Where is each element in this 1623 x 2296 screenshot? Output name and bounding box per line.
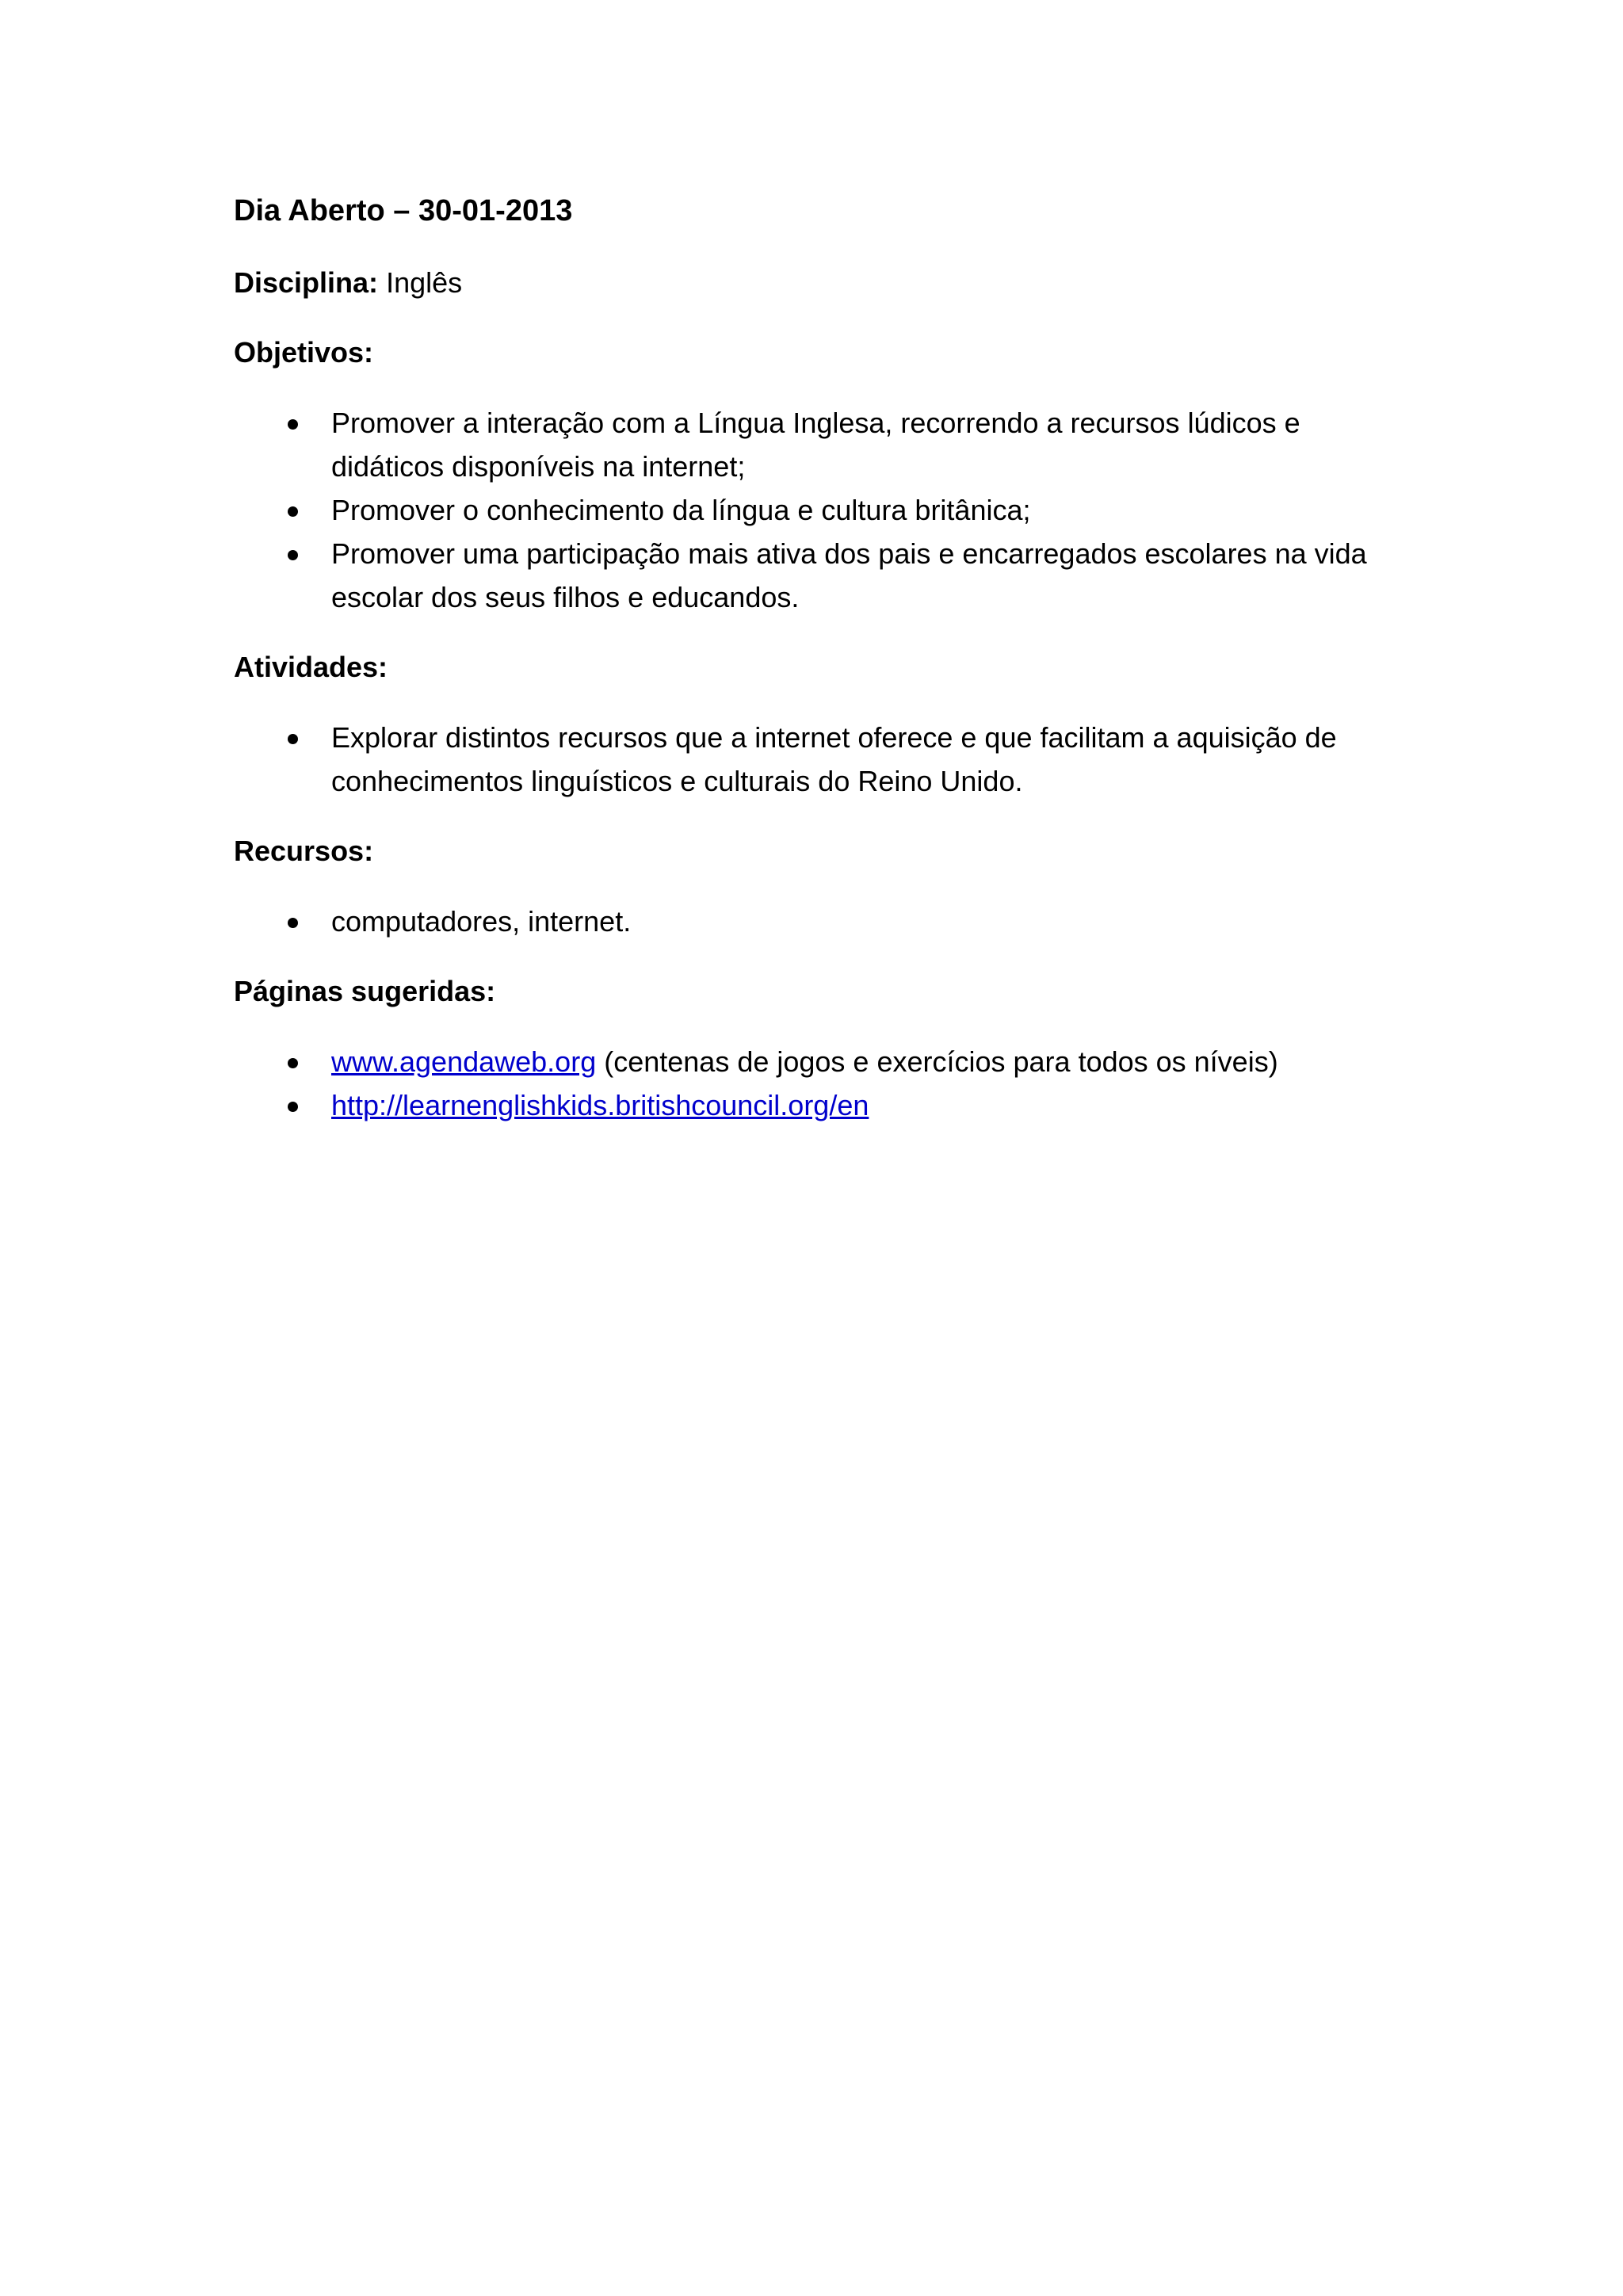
bullet-icon [288, 506, 298, 517]
bullet-icon [288, 550, 298, 560]
recursos-heading: Recursos: [234, 835, 374, 867]
list-item [234, 1040, 1407, 1083]
britishcouncil-link[interactable]: http://learnenglishkids.britishcouncil.org/en [331, 1089, 869, 1121]
bullet-icon [288, 419, 298, 430]
list-item [234, 532, 1407, 619]
objetivos-heading: Objetivos: [234, 336, 374, 369]
paginas-list [234, 1040, 1407, 1127]
paginas-heading: Páginas sugeridas: [234, 975, 496, 1007]
list-item-text: Promover uma participação mais ativa dos pais e encarregados escolares na vida escolar dos seus filhos e educandos. [331, 537, 1367, 613]
disciplina-value: Inglês [386, 266, 463, 299]
list-item-text: computadores, internet. [331, 905, 632, 938]
list-item-text: Promover o conhecimento da língua e cultura britânica; [331, 494, 1031, 526]
disciplina-label: Disciplina: [234, 266, 379, 299]
list-item [234, 401, 1407, 488]
bullet-icon [288, 734, 298, 744]
objetivos-list [234, 401, 1407, 619]
list-item [234, 488, 1407, 532]
list-item [234, 716, 1407, 803]
bullet-icon [288, 918, 298, 928]
bullet-icon [288, 1058, 298, 1068]
list-item [234, 1083, 1407, 1127]
atividades-heading: Atividades: [234, 651, 388, 683]
recursos-list [234, 900, 1407, 943]
document-body [234, 190, 1407, 1154]
link-note: (centenas de jogos e exercícios para todos os níveis) [596, 1045, 1278, 1078]
list-item-text: Promover a interação com a Língua Inglesa, recorrendo a recursos lúdicos e didáticos disponíveis na internet; [331, 407, 1300, 483]
list-item [234, 900, 1407, 943]
list-item-text: Explorar distintos recursos que a internet oferece e que facilitam a aquisição de conhecimentos linguísticos e culturais do Reino Unido. [331, 721, 1337, 797]
agendaweb-link[interactable]: www.agendaweb.org [331, 1045, 597, 1078]
atividades-list [234, 716, 1407, 803]
disciplina-line [234, 262, 1407, 304]
bullet-icon [288, 1102, 298, 1112]
document-title: Dia Aberto – 30-01-2013 [234, 194, 573, 227]
